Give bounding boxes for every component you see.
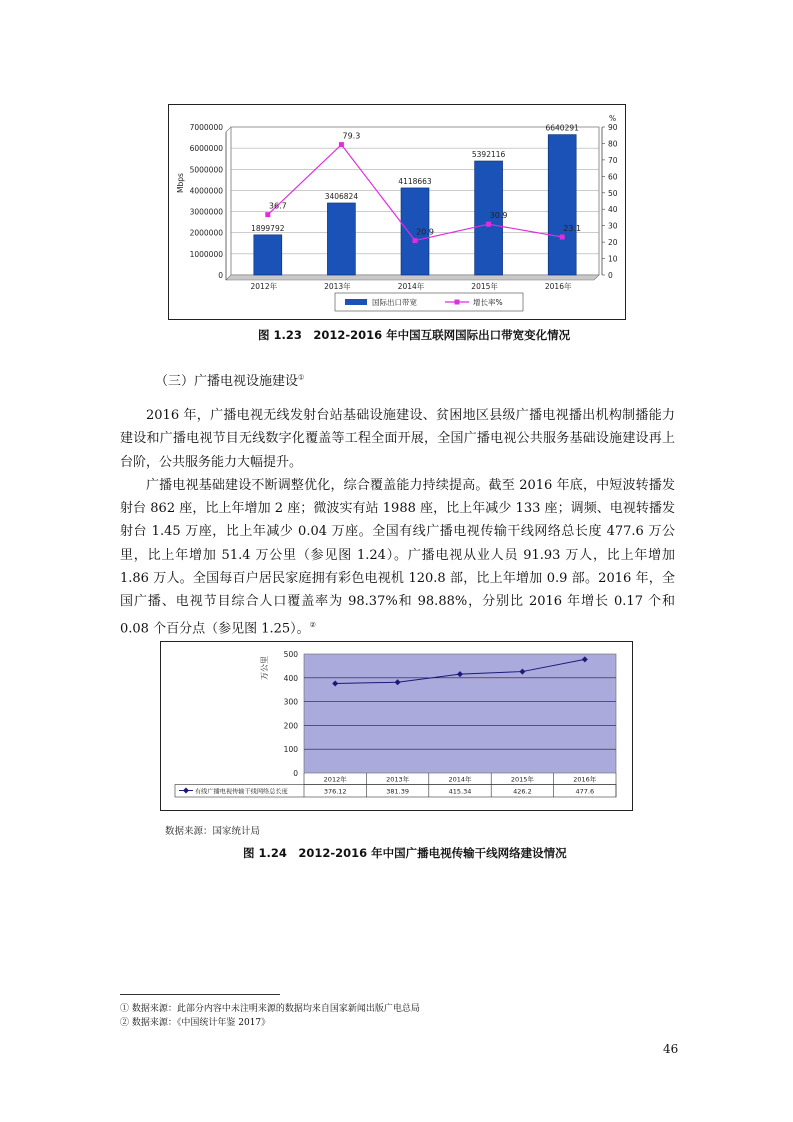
x-tick-label: 2014年	[397, 282, 425, 291]
y-tick-label: 3000000	[189, 207, 223, 217]
growth-data-label: 23.1	[563, 224, 582, 234]
data-table-value: 415.34	[448, 787, 472, 796]
legend-bar-label: 国际出口带宽	[372, 298, 417, 307]
footnote-2	[120, 1015, 270, 1028]
table-series-label: 有线广播电视传输干线网络总长度	[195, 788, 288, 796]
data-table-value: 376.12	[323, 787, 347, 796]
x-tick-label: 2014年	[448, 775, 472, 784]
y2-tick-label: 0	[608, 271, 613, 280]
x-tick-label: 2012年	[250, 282, 278, 291]
x-tick-label: 2015年	[510, 775, 534, 784]
y2-axis-unit: %	[609, 114, 617, 123]
x-tick-label: 2012年	[323, 775, 347, 784]
network-length-chart	[161, 642, 632, 810]
y2-tick-label: 60	[608, 172, 618, 182]
y-tick-label: 500	[283, 650, 298, 659]
y2-tick-label: 40	[608, 205, 618, 215]
section-title	[155, 370, 304, 389]
footnote-rule	[120, 994, 280, 995]
y-tick-label: 4000000	[189, 186, 223, 196]
bar	[548, 135, 576, 275]
y-tick-label: 0	[218, 271, 223, 280]
x-tick-label: 2013年	[324, 282, 351, 291]
x-tick-label: 2016年	[544, 282, 572, 291]
y-tick-label: 2000000	[189, 228, 223, 238]
bar-data-label: 3406824	[324, 191, 359, 201]
data-table-value: 381.39	[386, 787, 409, 796]
paragraph-2-footnote-mark: ②	[309, 620, 316, 629]
y2-tick-label: 50	[608, 188, 618, 198]
growth-point	[413, 238, 418, 243]
footnote-2-mark: ②	[120, 1018, 130, 1028]
bar-data-label: 1899792	[251, 223, 285, 233]
paragraph-1: 2016 年，广播电视无线发射台站基础设施建设、贫困地区县级广播电视播出机构制播能力建设和广播电视节目无线数字化覆盖等工程全面开展，全国广播电视公共服务基础设施建设再上台阶，公共服务能力大幅提升。	[120, 408, 675, 470]
y-tick-label: 400	[283, 673, 298, 683]
bar-data-label: 5392116	[471, 149, 506, 159]
growth-point	[339, 142, 344, 147]
footnote-1-mark: ①	[120, 1004, 130, 1014]
section-title-text: （三）广播电视设施建设	[155, 374, 299, 389]
figure-1-24-source: 数据来源：国家统计局	[165, 826, 261, 837]
figure-1-23-caption: 图 1.23 2012-2016 年中国互联网国际出口带宽变化情况	[258, 328, 571, 342]
y2-tick-label: 30	[608, 221, 618, 231]
data-table-value: 426.2	[513, 787, 532, 796]
growth-point	[560, 235, 565, 240]
bandwidth-chart	[169, 105, 625, 319]
legend-line-label: 增长率%	[473, 298, 503, 307]
bar-data-label: 4118663	[398, 176, 432, 186]
y-tick-label: 1000000	[189, 249, 223, 259]
plot-depth-edge	[226, 127, 231, 132]
paragraph-2-text: 广播电视基础建设不断调整优化，综合覆盖能力持续提高。截至 2016 年底，中短波转播发射台 862 座，比上年增加 2 座；微波实有站 1988 座，比上年减少 133 座；调频、电视转播发射台 1.45 万座，比上年减少 0.04 万座。全国有线广播电视传输干线网络总长度 477.6 万公里，比上年增加 51.4 万公里（参见图 1.24）。广播电视从业人员 91.93 万人，比上年增加 1.86 万人。全国每百户居民家庭拥有彩色电视机 120.8 部，比上年增加 0.9 部。2016 年，全国广播、电视节目综合人口覆盖率为 98.37%和 98.88%，分别比 2016 年增长 0.17 个和 0.08 个百分点（参见图 1.25）。	[120, 477, 675, 636]
bar	[327, 203, 355, 275]
growth-point	[486, 222, 491, 227]
y2-tick-label: 90	[608, 123, 618, 132]
section-footnote-mark: ①	[298, 373, 305, 382]
y2-tick-label: 70	[608, 155, 618, 165]
y2-tick-label: 10	[608, 254, 618, 264]
page-number: 46	[663, 1042, 679, 1056]
y2-tick-label: 20	[608, 238, 618, 248]
legend-bar-swatch	[345, 299, 367, 305]
bar-data-label: 6640291	[545, 123, 579, 133]
y-tick-label: 100	[283, 745, 298, 755]
y-axis-unit: 万公里	[260, 656, 269, 680]
x-tick-label: 2016年	[573, 775, 597, 784]
x-tick-label: 2015年	[471, 282, 498, 291]
y-tick-label: 5000000	[189, 165, 223, 175]
data-table-value: 477.6	[575, 787, 595, 796]
paragraph-2	[120, 474, 675, 640]
figure-1-23-frame	[168, 104, 626, 320]
bar	[254, 235, 282, 275]
growth-data-label: 30.9	[489, 211, 508, 221]
y-tick-label: 0	[293, 769, 298, 778]
figure-1-24-caption: 图 1.24 2012-2016 年中国广播电视传输干线网络建设情况	[243, 846, 567, 860]
growth-point	[265, 212, 270, 217]
growth-data-label: 20.9	[416, 227, 434, 237]
body-text	[120, 404, 675, 640]
y-tick-label: 7000000	[189, 123, 223, 132]
y-tick-label: 300	[283, 697, 298, 707]
plot-floor	[226, 275, 599, 280]
y-tick-label: 6000000	[189, 144, 223, 154]
y2-tick-label: 80	[608, 139, 618, 149]
footnote-1-text: 数据来源：此部分内容中未注明来源的数据均来自国家新闻出版广电总局	[131, 1004, 420, 1014]
footnote-1	[120, 1001, 420, 1014]
legend-line-marker	[455, 300, 460, 305]
figure-1-24-frame	[160, 641, 633, 811]
footnote-2-text: 数据来源：《中国统计年鉴 2017》	[131, 1018, 271, 1028]
growth-data-label: 36.7	[268, 201, 287, 211]
x-tick-label: 2013年	[386, 775, 410, 784]
y-tick-label: 200	[283, 721, 298, 731]
growth-data-label: 79.3	[342, 131, 361, 141]
y-axis-unit: Mbps	[176, 173, 185, 193]
